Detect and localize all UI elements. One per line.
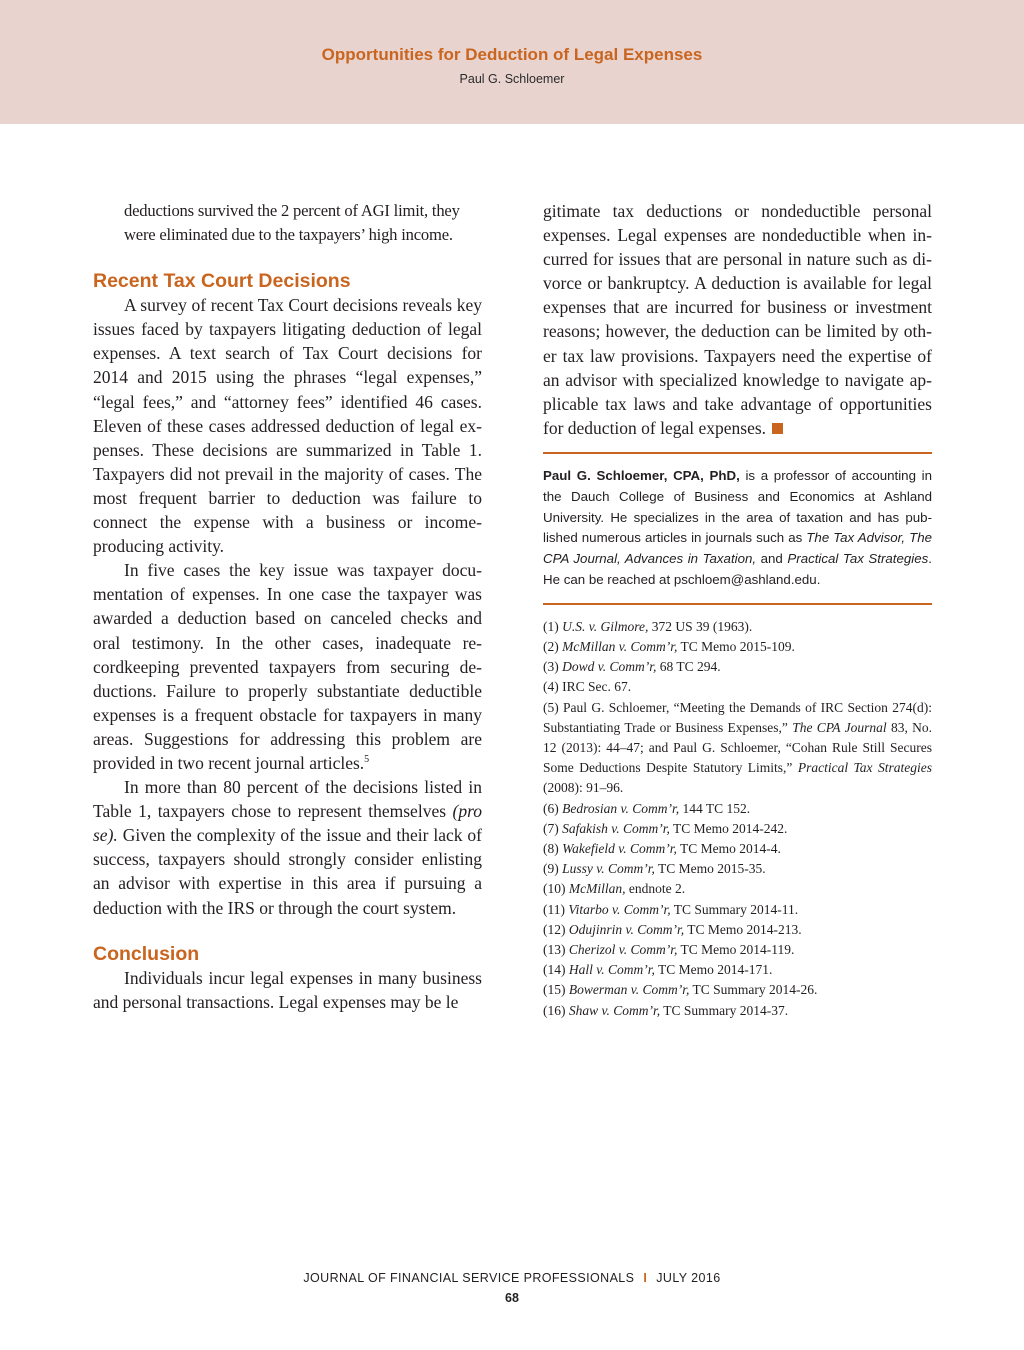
bio-rule-bottom bbox=[543, 603, 932, 605]
bio-journals: The Tax Advisor, The CPA Journal, Advances in Taxation, bbox=[543, 530, 932, 567]
bio-text-b: and bbox=[756, 551, 788, 567]
paragraph-pro-se-text-b: Given the complexity of the issue and their lack of success, taxpayers should strongly consider enlisting an advisor with expertise in this area if pursuing a deduction with the IRS or through the court system. bbox=[93, 825, 482, 918]
article-title: Opportunities for Deduction of Legal Expenses bbox=[321, 45, 703, 64]
lead-paragraph: deductions survived the 2 percent of AGI limit, they were eliminated due to the taxpayers’ high income. bbox=[124, 201, 460, 245]
pro-se-term: (pro se). bbox=[93, 801, 482, 846]
left-column bbox=[93, 199, 482, 1014]
endnote: (6) Bedrosian v. Comm’r, 144 TC 152. bbox=[543, 800, 751, 816]
page-footer bbox=[0, 1271, 1024, 1285]
article-author: Paul G. Schloemer bbox=[459, 72, 565, 86]
paragraph-conclusion-end bbox=[543, 199, 932, 440]
paragraph-pro-se-text-a: In more than 80 percent of the decisions listed in Table 1, taxpayers chose to represent themselves bbox=[93, 777, 482, 822]
bio-text-a: is a professor of accounting in the Dauch College of Business and Economics at Ashland University. He specializes in the area of taxation and has published numerous articles in journals such as bbox=[543, 467, 932, 546]
bio-journal-last: Practical Tax Strategies bbox=[787, 551, 929, 567]
bio-text-c: . He can be reached at pschloem@ashland.edu. bbox=[543, 551, 932, 587]
paragraph-documentation bbox=[93, 558, 482, 775]
paragraph-conclusion-end-text: gitimate tax deductions or nondeductible personal expenses. Legal expenses are nondeductible when incurred for issues that are personal in nature such as divorce or bankruptcy. A deduction is available for legal expenses that are incurred for business or investment reasons; however, the deduction can be limited by other tax law provisions. Taxpayers need the expertise of an advisor with specialized knowledge to navigate applicable tax laws and take advantage of opportunities for deduction of legal expenses. bbox=[543, 201, 932, 438]
footer-journal: JOURNAL OF FINANCIAL SERVICE PROFESSIONALS bbox=[303, 1271, 635, 1285]
endnote: (12) Odujinrin v. Comm’r, TC Memo 2014-213. bbox=[543, 921, 802, 937]
endnote: (4) IRC Sec. 67. bbox=[543, 679, 632, 695]
right-column bbox=[543, 199, 932, 1021]
endnote: (7) Safakish v. Comm’r, TC Memo 2014-242. bbox=[543, 820, 788, 836]
endnote: (10) McMillan, endnote 2. bbox=[543, 881, 686, 897]
endnote: (2) McMillan v. Comm’r, TC Memo 2015-109. bbox=[543, 638, 795, 654]
footnote-ref-5: 5 bbox=[364, 754, 370, 766]
footer-separator: I bbox=[643, 1271, 648, 1285]
section-heading-conclusion: Conclusion bbox=[93, 942, 200, 965]
section-heading-recent-decisions: Recent Tax Court Decisions bbox=[93, 270, 351, 293]
endnote: (14) Hall v. Comm’r, TC Memo 2014-171. bbox=[543, 962, 773, 978]
endnote: (13) Cherizol v. Comm’r, TC Memo 2014-119. bbox=[543, 941, 795, 957]
endnote: (11) Vitarbo v. Comm’r, TC Summary 2014-11. bbox=[543, 901, 799, 917]
endnote-5: (5) Paul G. Schloemer, “Meeting the Demands of IRC Section 274(d): Substantiating Trade or Business Expenses,” The CPA Journal 83, No. 12 (2013): 44–47; and Paul G. Schloemer, “Cohan Rule Still Secures Some Deductions Despite Statutory Limits,” Practical Tax Strategies (2008): 91–96. bbox=[543, 699, 933, 796]
page-number: 68 bbox=[505, 1291, 519, 1305]
endnote: (3) Dowd v. Comm’r, 68 TC 294. bbox=[543, 659, 721, 675]
bio-author-name: Paul G. Schloemer, CPA, PhD, bbox=[543, 467, 740, 483]
paragraph-documentation-text: In five cases the key issue was taxpayer documentation of expenses. In one case the taxpayer was awarded a deduction based on canceled checks and oral testimony. In the other cases, inadequate recordkeeping prevented taxpayers from securing deductions. Failure to properly substantiate deductible expenses is a frequent obstacle for taxpayers in many areas. Suggestions for addressing this problem are provided in two recent journal articles. bbox=[93, 560, 482, 773]
header-band bbox=[0, 0, 1024, 124]
paragraph-survey: A survey of recent Tax Court decisions reveals key issues faced by taxpayers litigating deduction of legal expenses. A text search of Tax Court decisions for 2014 and 2015 using the phrases “legal expenses,” “legal fees,” and “attorney fees” identified 46 cases. Eleven of these cases addressed deduction of legal expenses. These decisions are summarized in Table 1. Taxpayers did not prevail in the majority of cases. The most frequent barrier to deduction was failure to connect the expense with a business or income-producing activity. bbox=[93, 295, 482, 557]
endnote: (9) Lussy v. Comm’r, TC Memo 2015-35. bbox=[543, 861, 766, 877]
paragraph-conclusion-start: Individuals incur legal expenses in many business and personal transactions. Legal expenses may be le bbox=[93, 967, 482, 1012]
footer-date: JULY 2016 bbox=[656, 1271, 721, 1285]
endnote: (16) Shaw v. Comm’r, TC Summary 2014-37. bbox=[543, 1002, 789, 1018]
bio-rule-top bbox=[543, 452, 932, 454]
endnote: (8) Wakefield v. Comm’r, TC Memo 2014-4. bbox=[543, 840, 781, 856]
author-bio bbox=[543, 466, 932, 591]
paragraph-pro-se bbox=[93, 775, 482, 920]
end-of-article-square-icon bbox=[772, 423, 783, 434]
endnote: (15) Bowerman v. Comm’r, TC Summary 2014-26. bbox=[543, 982, 818, 998]
endnote: (1) U.S. v. Gilmore, 372 US 39 (1963). bbox=[543, 618, 753, 634]
endnotes bbox=[543, 617, 932, 1021]
